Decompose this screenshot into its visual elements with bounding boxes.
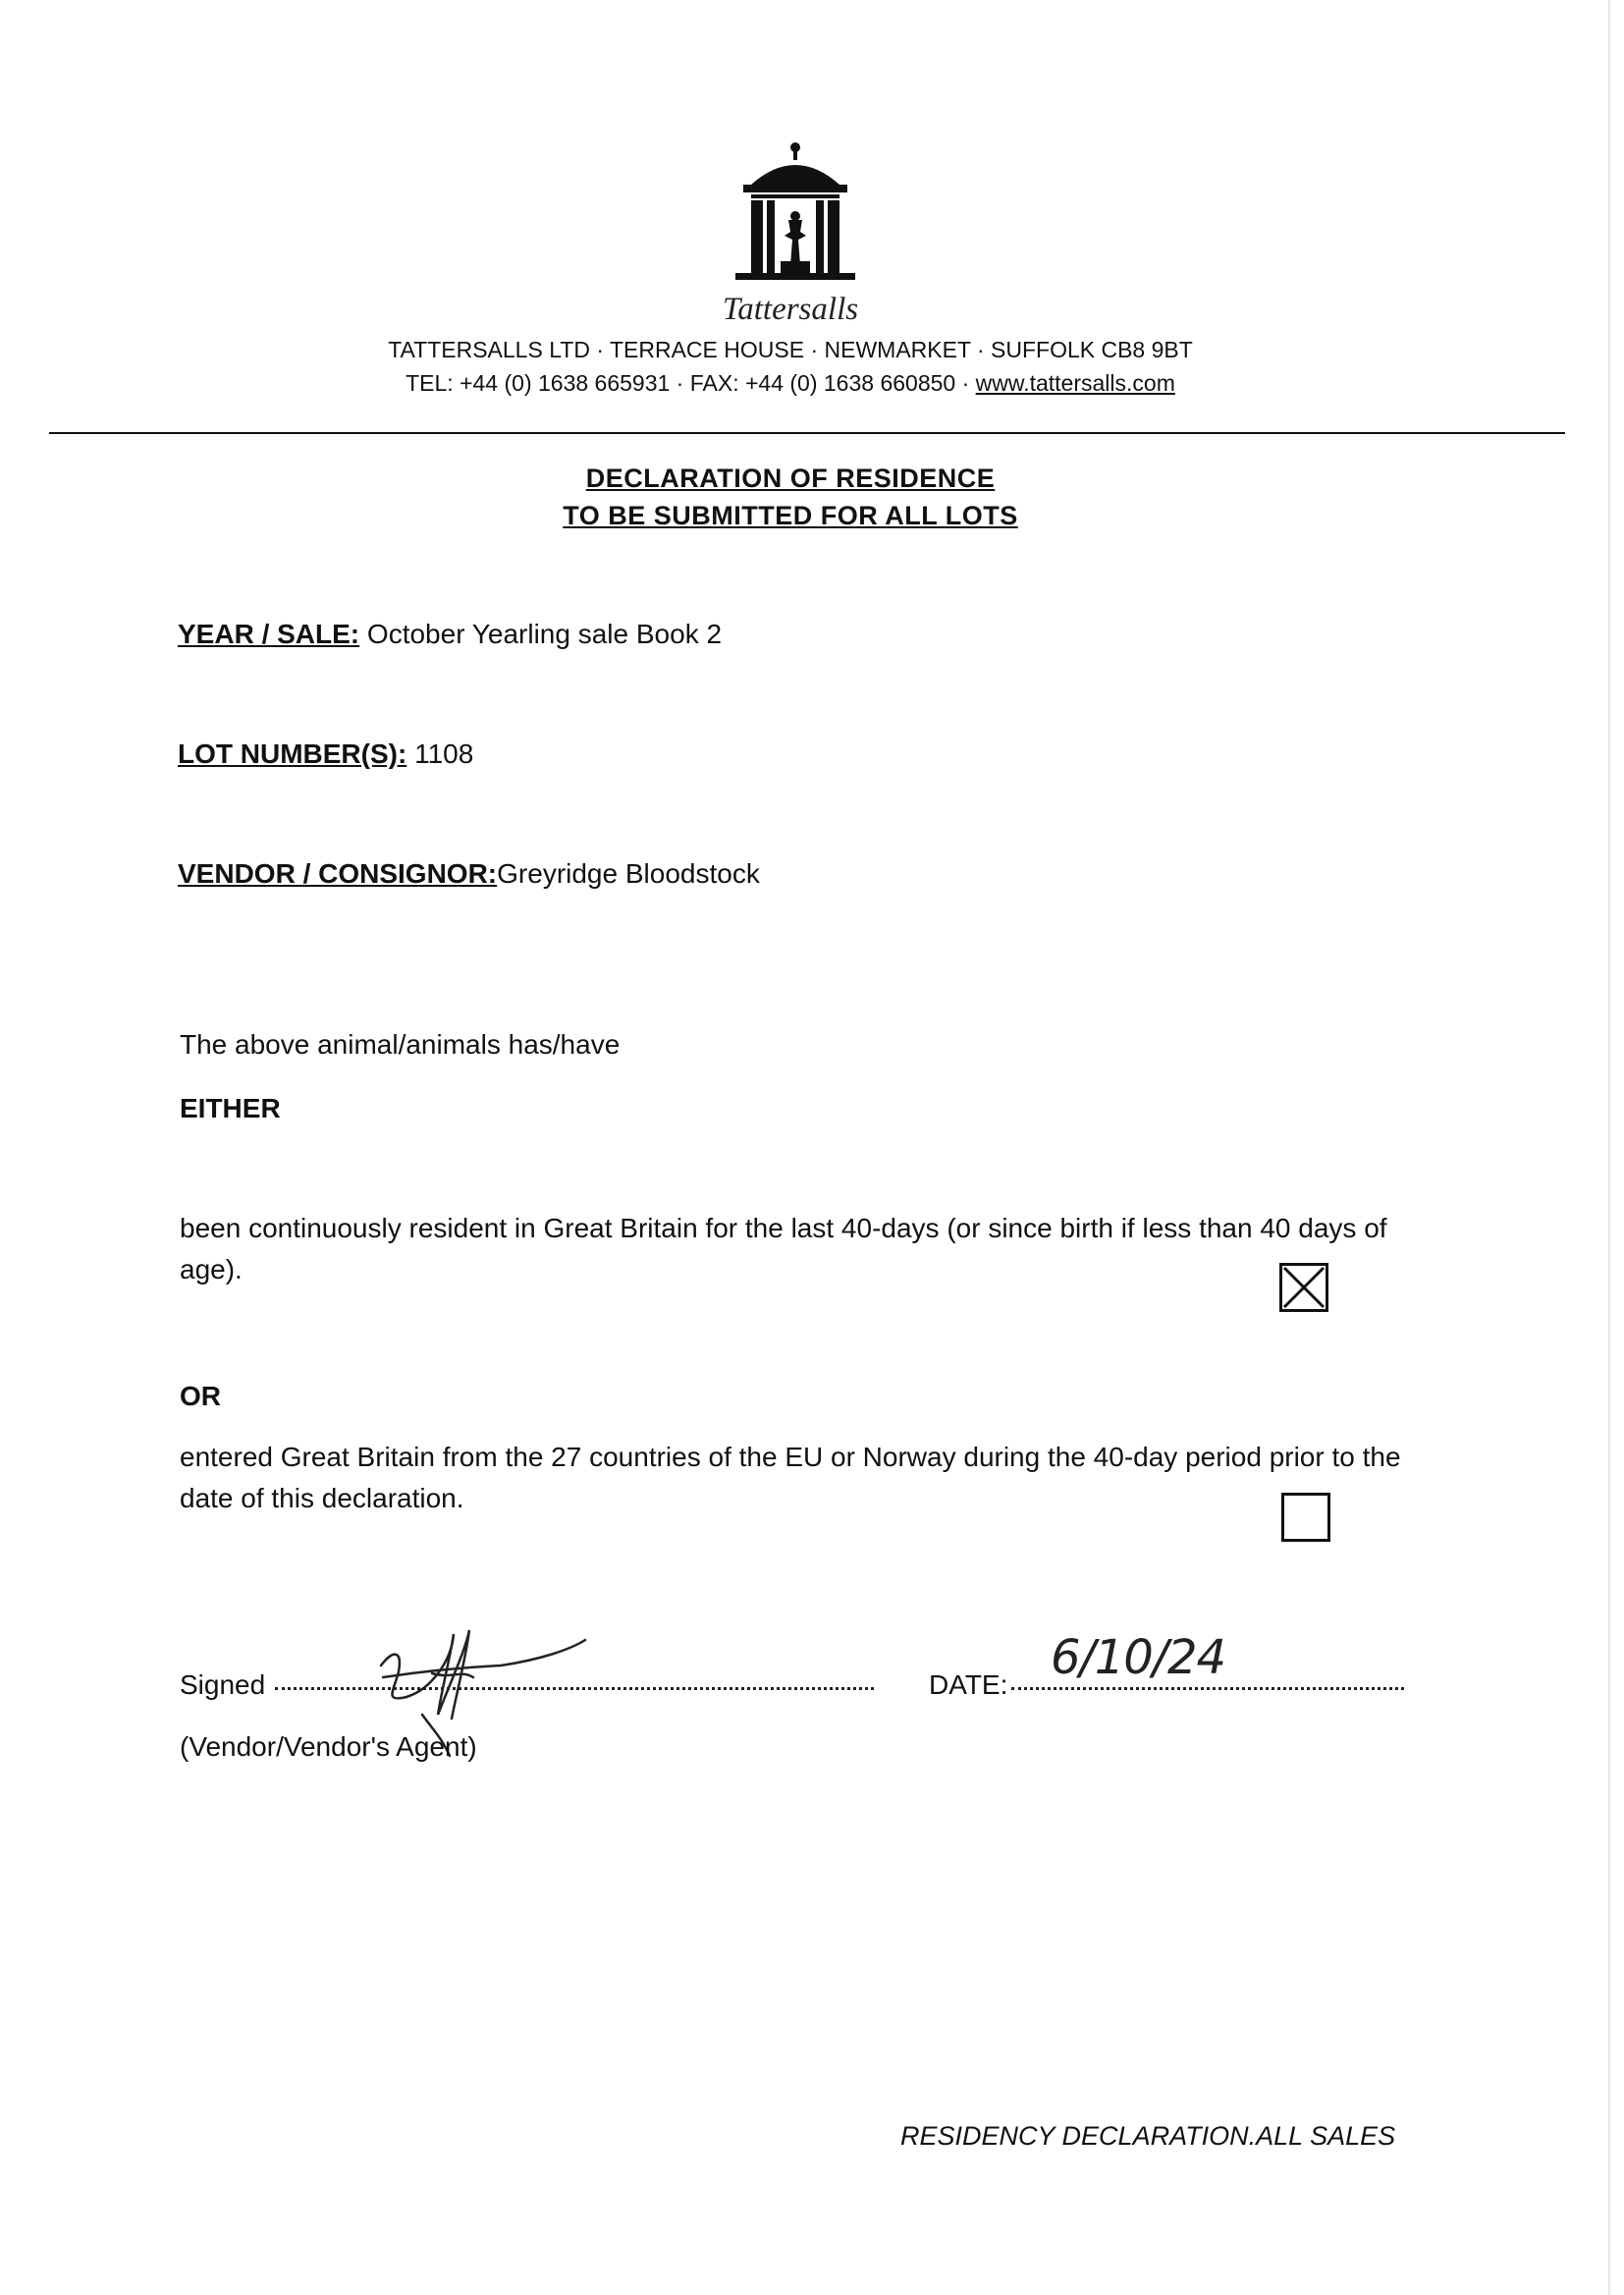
date-value: 6/10/24 <box>1051 1630 1226 1685</box>
either-heading: EITHER <box>180 1093 281 1123</box>
year-sale-label: YEAR / SALE: <box>178 619 360 649</box>
year-sale-value: October Yearling sale Book 2 <box>366 619 723 649</box>
header-divider <box>49 432 1565 434</box>
footer-reference: RESIDENCY DECLARATION.ALL SALES <box>900 2121 1396 2151</box>
checkmark-x-icon <box>1282 1266 1326 1309</box>
signed-label: Signed <box>180 1669 266 1700</box>
document-title: DECLARATION OF RESIDENCE <box>585 464 996 493</box>
date-label: DATE: <box>929 1669 1008 1700</box>
year-sale-field <box>178 619 722 650</box>
option2-text: entered Great Britain from the 27 countries of the EU or Norway during the 40-day period prior to the date of this declaration. <box>180 1442 1401 1513</box>
vendor-value: Greyridge Bloodstock <box>497 858 760 889</box>
or-heading: OR <box>180 1381 221 1411</box>
vendor-field <box>178 858 760 890</box>
brand-name: Tattersalls <box>722 292 859 327</box>
tattersalls-logo <box>722 137 869 295</box>
scan-edge <box>1608 0 1610 2295</box>
intro-text: The above animal/animals has/have <box>180 1029 621 1060</box>
phone-fax: TEL: +44 (0) 1638 665931 · FAX: +44 (0) 1638 660850 · <box>406 370 976 396</box>
date-line[interactable] <box>1011 1687 1404 1690</box>
document-subtitle: TO BE SUBMITTED FOR ALL LOTS <box>563 501 1018 530</box>
signer-role-label: (Vendor/Vendor's Agent) <box>180 1731 477 1762</box>
option1-checkbox[interactable] <box>1279 1263 1328 1312</box>
contact-line <box>0 370 1581 397</box>
website-link[interactable]: www.tattersalls.com <box>975 370 1175 396</box>
lot-number-value: 1108 <box>414 738 474 769</box>
lot-number-field <box>178 738 473 770</box>
vendor-label: VENDOR / CONSIGNOR: <box>178 858 498 889</box>
lot-number-label: LOT NUMBER(S): <box>178 738 407 769</box>
option2-checkbox[interactable] <box>1281 1493 1330 1542</box>
company-address: TATTERSALLS LTD · TERRACE HOUSE · NEWMARKET · SUFFOLK CB8 9BT <box>388 337 1193 362</box>
option1-text: been continuously resident in Great Britain for the last 40-days (or since birth if less than 40 days of age). <box>180 1213 1387 1284</box>
